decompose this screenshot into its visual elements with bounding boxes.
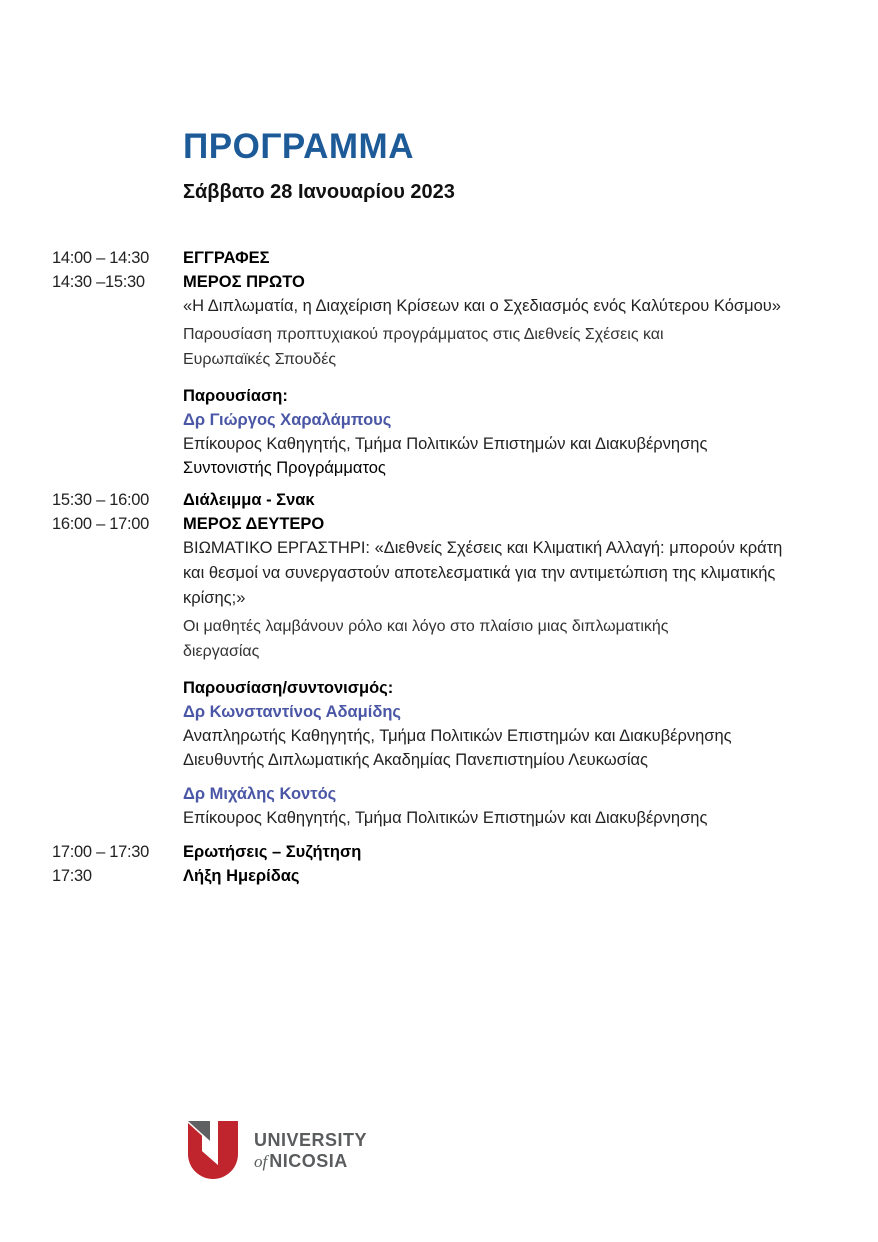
schedule-time: 16:00 – 17:00 <box>52 515 150 533</box>
speaker-block <box>183 700 842 772</box>
speaker-role: Επίκουρος Καθηγητής, Τμήμα Πολιτικών Επιστημών και Διακυβέρνησης <box>183 809 708 827</box>
speaker-role: Αναπληρωτής Καθηγητής, Τμήμα Πολιτικών Επιστημών και Διακυβέρνησης <box>183 727 732 745</box>
schedule-time: 17:30 <box>52 867 92 885</box>
schedule-row <box>52 488 842 512</box>
schedule <box>52 246 842 888</box>
logo-of: of <box>254 1151 268 1171</box>
schedule-row <box>52 840 842 864</box>
schedule-heading: ΜΕΡΟΣ ΠΡΩΤΟ <box>183 273 305 291</box>
logo-line-1: UNIVERSITY <box>254 1129 368 1150</box>
page-title: ΠΡΟΓΡΑΜΜΑ <box>183 127 414 166</box>
presenter-label: Παρουσίαση/συντονισμός: <box>183 679 394 697</box>
speaker-name: Δρ Μιχάλης Κοντός <box>183 785 337 803</box>
schedule-heading: Διάλειμμα - Σνακ <box>183 491 315 509</box>
speaker-name: Δρ Κωνσταντίνος Αδαμίδης <box>183 703 401 721</box>
schedule-row <box>52 246 842 270</box>
schedule-time: 15:30 – 16:00 <box>52 491 150 509</box>
speaker-role: Διευθυντής Διπλωματικής Ακαδημίας Πανεπιστημίου Λευκωσίας <box>183 751 648 769</box>
schedule-heading: Λήξη Ημερίδας <box>183 867 300 885</box>
speaker-name: Δρ Γιώργος Χαραλάμπους <box>183 411 392 429</box>
university-logo <box>188 1121 367 1179</box>
session-note: Παρουσίαση προπτυχιακού προγράμματος στις Διεθνείς Σχέσεις και Ευρωπαϊκές Σπουδές <box>183 326 664 368</box>
schedule-heading: ΜΕΡΟΣ ΔΕΥΤΕΡΟ <box>183 515 325 533</box>
session-description: «Η Διπλωματία, η Διαχείριση Κρίσεων και ο Σχεδιασμός ενός Καλύτερου Κόσμου» <box>183 297 781 315</box>
speaker-role: Επίκουρος Καθηγητής, Τμήμα Πολιτικών Επιστημών και Διακυβέρνησης <box>183 435 708 453</box>
university-shield-icon <box>188 1121 238 1179</box>
event-date: Σάββατο 28 Ιανουαρίου 2023 <box>183 181 455 203</box>
logo-line-2: NICOSIA <box>269 1150 348 1171</box>
schedule-time: 17:00 – 17:30 <box>52 843 150 861</box>
schedule-row <box>52 270 842 480</box>
session-note: Οι μαθητές λαμβάνουν ρόλο και λόγο στο πλαίσιο μιας διπλωματικής διεργασίας <box>183 618 669 660</box>
schedule-heading: Ερωτήσεις – Συζήτηση <box>183 843 362 861</box>
schedule-row <box>52 864 842 888</box>
schedule-row <box>52 512 842 830</box>
speaker-role: Συντονιστής Προγράμματος <box>183 459 386 477</box>
schedule-heading: ΕΓΓΡΑΦΕΣ <box>183 249 270 267</box>
speaker-block <box>183 782 842 830</box>
schedule-time: 14:30 –15:30 <box>52 273 145 291</box>
session-description: ΒΙΩΜΑΤΙΚΟ ΕΡΓΑΣΤΗΡΙ: «Διεθνείς Σχέσεις και Κλιματική Αλλαγή: μπορούν κράτη και θεσμοί να συνεργαστούν αποτελεσματικά για την αντιμετώπιση της κλιματικής κρίσης;» <box>183 539 783 607</box>
speaker-block <box>183 408 842 480</box>
schedule-time: 14:00 – 14:30 <box>52 249 150 267</box>
presenter-label: Παρουσίαση: <box>183 387 288 405</box>
logo-wordmark <box>254 1131 367 1170</box>
